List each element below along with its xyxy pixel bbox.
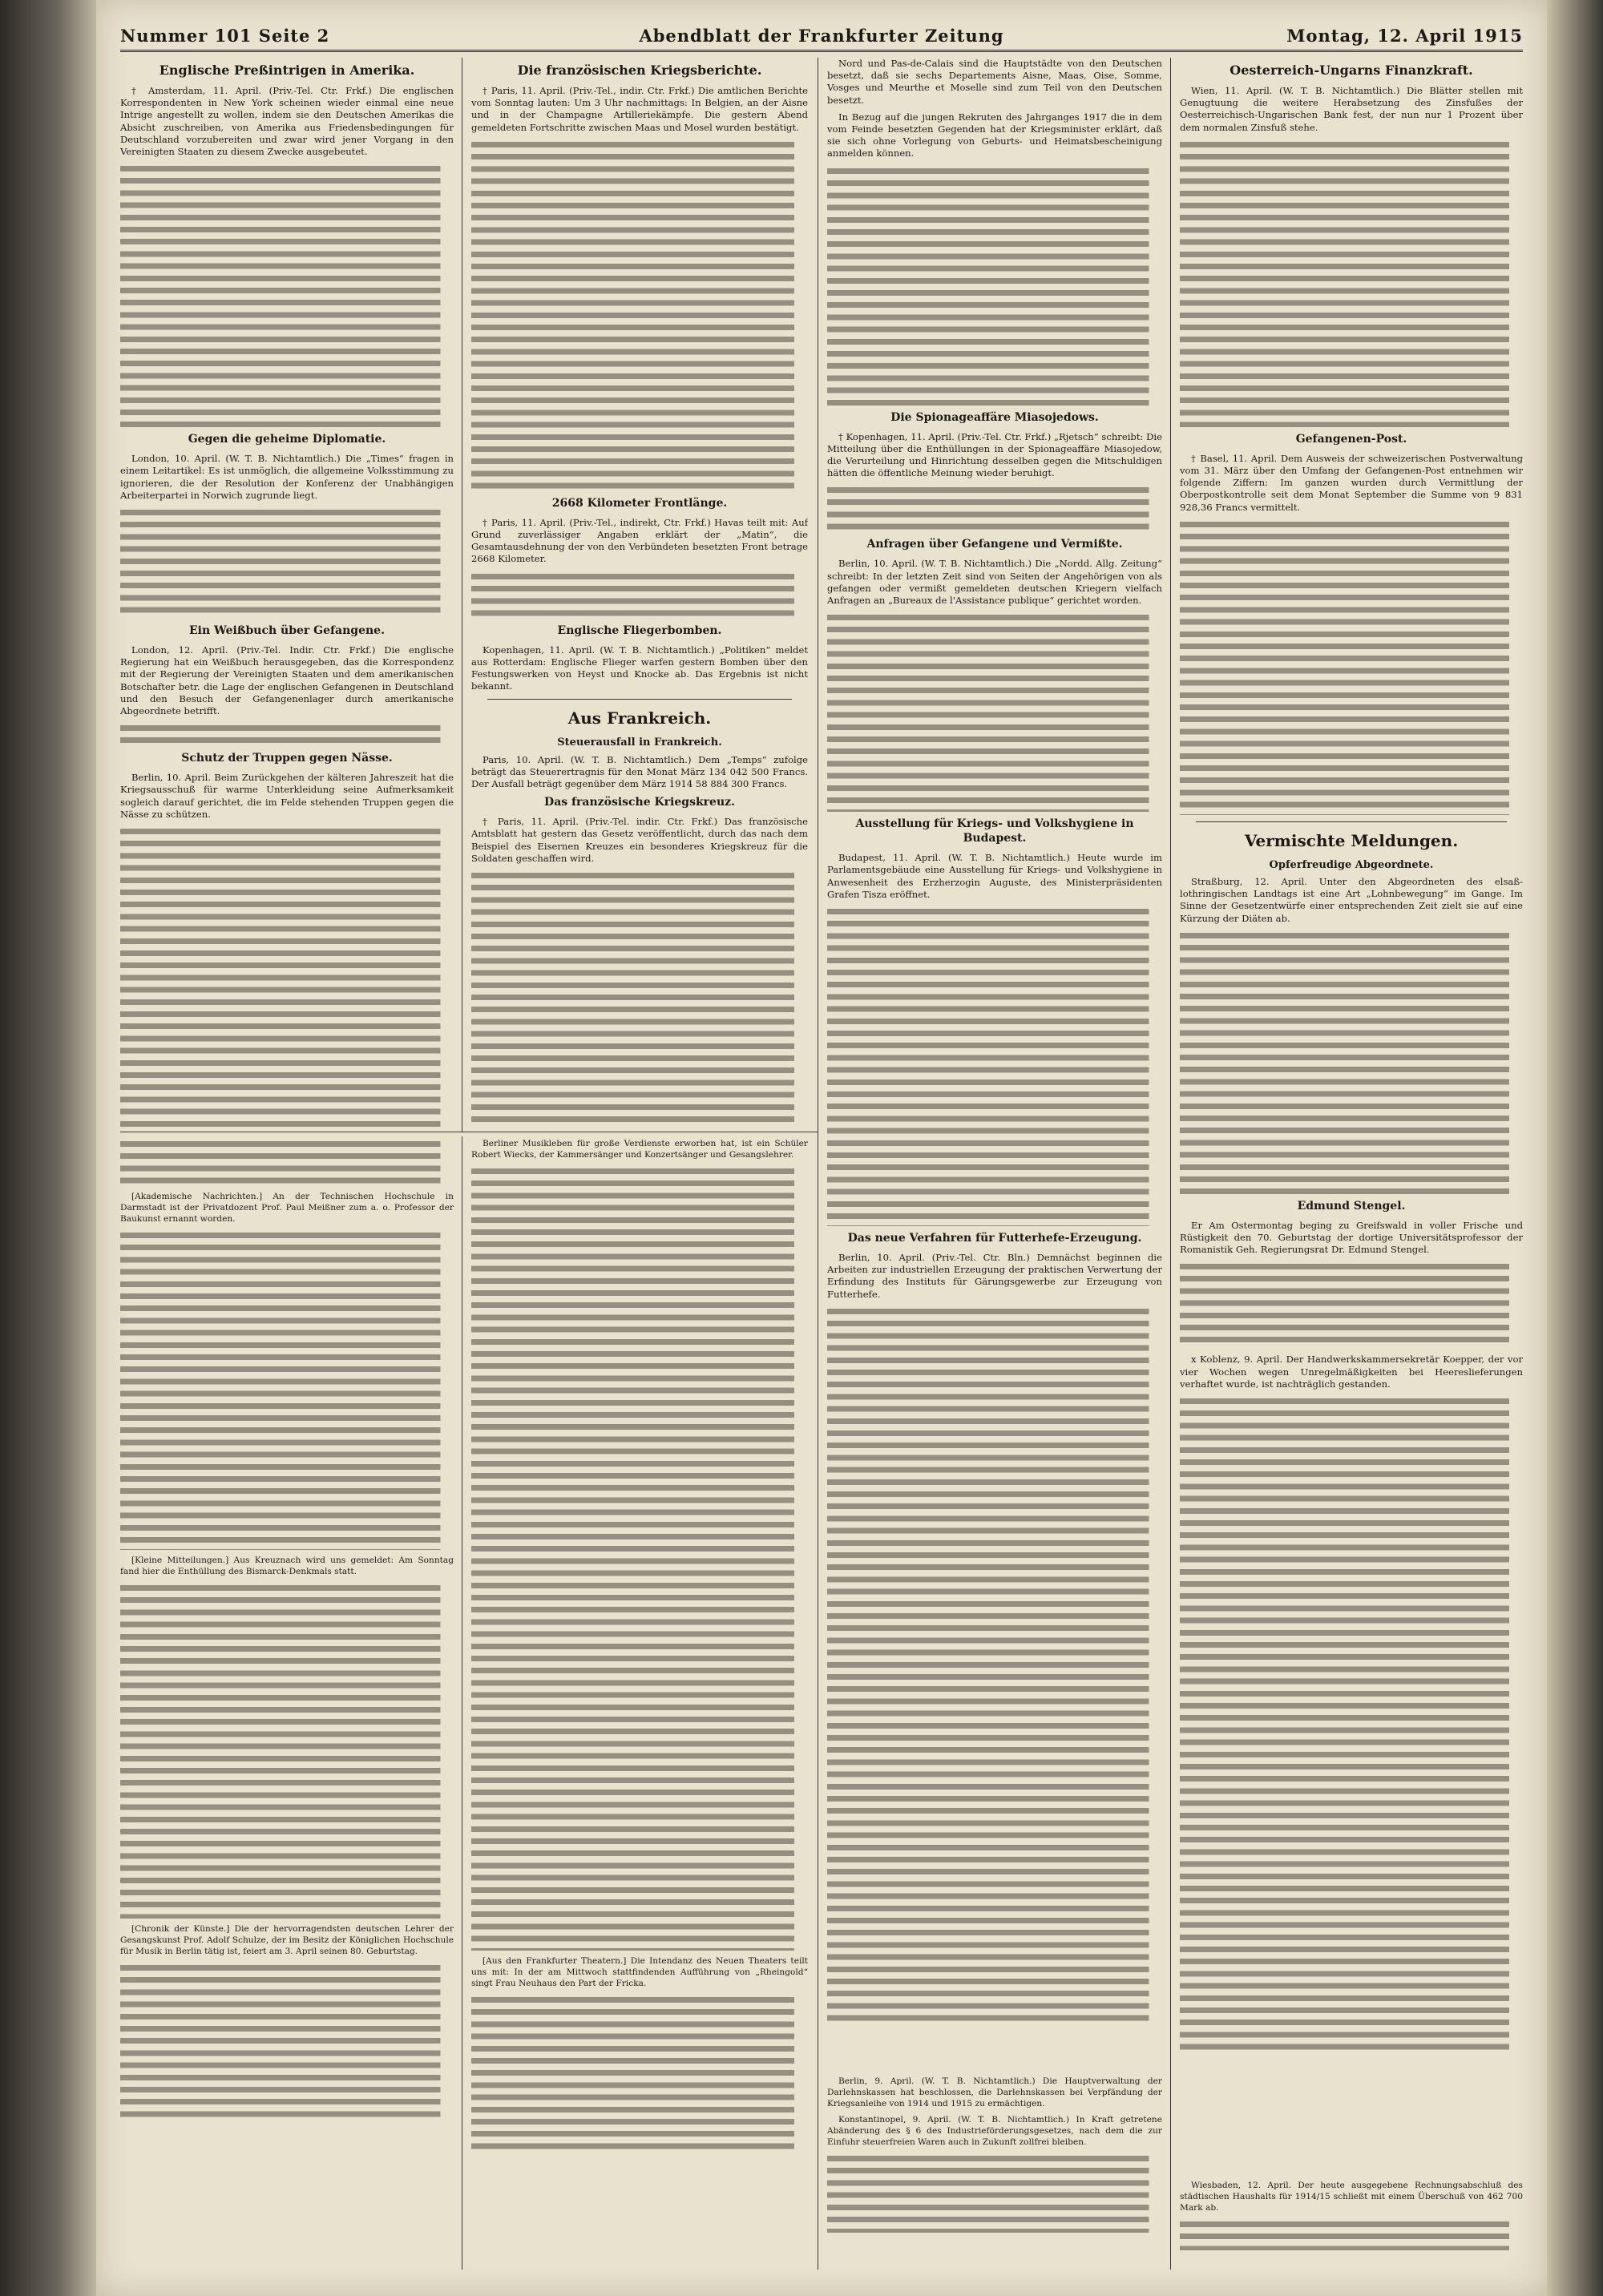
article-text: Er Am Ostermontag beging zu Greifswald in voller Frische und Rüstigkeit den 70. Geburtstag der dortige Universitätsprofessor der Romanistik Geh. Regierungsrat Dr. Edmund Stengel. — [1180, 1219, 1523, 1256]
feuilleton-text: Berliner Musikleben für große Verdienste erworben hat, ist ein Schüler Robert Wiecks, der Kammersänger und Konzertsänger und Gesangslehrer. — [471, 1139, 808, 1160]
text-block — [827, 2153, 1162, 2233]
text-block — [1180, 139, 1523, 427]
article-text: † Amsterdam, 11. April. (Priv.-Tel. Ctr. Frkf.) Die englischen Korrespondenten in New York scheinen wieder einmal eine neue Intrige angestellt zu wollen, indem sie den Deutschen Amerikas die Absicht zuschreiben, von Amerika aus Friedensbedingungen für Deutschland vorzubereiten und zwar wird jener Vorgang in den Vereinigten Staaten zu diesem Zwecke ausgebeutet. — [120, 85, 454, 158]
column-3 — [827, 58, 1162, 2266]
article-text: x Koblenz, 9. April. Der Handwerkskammersekretär Koepper, der vor vier Wochen wegen Unregelmäßigkeiten bei Heereslieferungen verhaftet wurde, ist nachträglich gestanden. — [1180, 1354, 1523, 1390]
newspaper-page — [96, 0, 1547, 2296]
page-number: Nummer 101 Seite 2 — [120, 26, 330, 46]
subheadline-tax-shortfall: Steuerausfall in Frankreich. — [557, 736, 722, 749]
headline-edmund-stengel: Edmund Stengel. — [1297, 1199, 1406, 1213]
headline-front-length: 2668 Kilometer Frontlänge. — [551, 496, 728, 510]
article-text: Berlin, 10. April. (Priv.-Tel. Ctr. Bln.) Demnächst beginnen die Arbeiten zur industriellen Erzeugung der praktischen Verwertung der Erfindung des Instituts für Gärungsgewerbe zur Erzeugung von Futterhefe. — [827, 1252, 1162, 1300]
headline-prisoner-inquiries: Anfragen über Gefangene und Vermißte. — [866, 538, 1123, 551]
book-binding — [0, 0, 96, 2296]
headline-troops-wet: Schutz der Truppen gegen Nässe. — [181, 752, 393, 765]
article-text: London, 12. April. (Priv.-Tel. Indir. Ctr. Frkf.) Die englische Regierung hat ein Weißbuch herausgegeben, das die Korrespondenz mit der Regierung der Vereinigten Staaten und dem amerikanischen Botschafter betr. die Lage der englischen Gefangenen in Deutschland und den Besuch der Gefangenenlager durch amerikanische Abgeordnete betrifft. — [120, 644, 454, 717]
text-block — [1180, 2218, 1523, 2250]
column-4 — [1180, 58, 1523, 2266]
divider — [487, 699, 792, 700]
article-text: Kopenhagen, 11. April. (W. T. B. Nichtamtlich.) „Politiken“ meldet aus Rotterdam: Englische Flieger warfen gestern Bomben über den Festungswerken von Heyst und Knocke ab. Das Ergebnis ist nicht bekannt. — [471, 644, 808, 692]
feuilleton-text: [Chronik der Künste.] Die der hervorragendsten deutschen Lehrer der Gesangskunst Prof. Adolf Schulze, der im Besitz der Königlichen Hochschule für Musik in Berlin tätig ist, feiert am 3. April seinen 80. Geburtstag. — [120, 1924, 454, 1956]
headline-war-cross: Das französische Kriegskreuz. — [544, 796, 735, 809]
column-1 — [120, 58, 454, 1128]
masthead — [120, 22, 1523, 52]
headline-austria-finance: Oesterreich-Ungarns Finanzkraft. — [1230, 63, 1473, 78]
headline-press-intrigues: Englische Preßintrigen in Amerika. — [159, 63, 415, 78]
headline-diplomacy: Gegen die geheime Diplomatie. — [188, 433, 386, 446]
headline-white-book: Ein Weißbuch über Gefangene. — [189, 624, 385, 638]
feuilleton-text: [Kleine Mitteilungen.] Aus Kreuznach wird uns gemeldet: Am Sonntag fand hier die Enthüllung des Bismarck-Denkmals statt. — [120, 1556, 454, 1576]
headline-prisoner-post: Gefangenen-Post. — [1295, 432, 1407, 446]
text-block — [1180, 930, 1523, 1194]
feuilleton-text: [Akademische Nachrichten.] An der Technischen Hochschule in Darmstadt ist der Privatdozent Prof. Paul Meißner zum a. o. Professor der Baukunst ernannt worden. — [120, 1192, 454, 1224]
headline-miscellaneous: Vermischte Meldungen. — [1244, 830, 1459, 850]
article-text: † Kopenhagen, 11. April. (Priv.-Tel. Ctr. Frkf.) „Rjetsch“ schreibt: Die Mitteilung über die Enthüllungen in der Spionageaffäre Miasojedow, die Verurteilung und Hinrichtung desselben gegen die Mitschuldigen hätten die öffentliche Meinung wieder beruhigt. — [827, 430, 1162, 479]
article-text: Paris, 10. April. (W. T. B. Nichtamtlich.) Dem „Temps“ zufolge beträgt das Steuerertragnis für den Monat März 134 042 500 Francs. Der Ausfall beträgt gegenüber dem März 1914 58 884 300 Francs. — [471, 753, 808, 790]
feuilleton-column-2 — [471, 1138, 808, 2268]
headline-spy-affair: Die Spionageaffäre Miasojedows. — [890, 410, 1099, 424]
text-block — [827, 484, 1162, 532]
text-block — [471, 1994, 808, 2154]
article-text: Straßburg, 12. April. Unter den Abgeordneten des elsaß-lothringischen Landtags ist eine Art „Lohnbewegung“ im Gange. Im Sinne der Gesetzentwürfe einer entsprechenden Zeit zielt sie auf eine Kürzung der Diäten ab. — [1180, 876, 1523, 924]
text-block — [1180, 519, 1523, 815]
article-text: Berlin, 10. April. Beim Zurückgehen der kälteren Jahreszeit hat die Kriegsausschuß für warme Unterkleidung seine Aufmerksamkeit sogleich darauf gerichtet, die im Felde stehenden Truppen gegen die Nässe zu schützen. — [120, 772, 454, 820]
text-block — [1180, 1261, 1523, 1349]
text-block — [120, 1229, 454, 1550]
text-block — [1180, 1395, 1523, 2052]
headline-yeast-feed: Das neue Verfahren für Futterhefe-Erzeugung. — [847, 1232, 1142, 1245]
column-3-bottom — [827, 2076, 1162, 2268]
text-block — [120, 163, 454, 427]
article-text: Berlin, 10. April. (W. T. B. Nichtamtlich.) Die „Nordd. Allg. Zeitung“ schreibt: In der letzten Zeit sind von Seiten der Angehörigen von als gefangen oder vermißt gemeldeten deutschen Kriegern vielfach Anfragen an „Bureaux de l'Assistance publique“ gerichtet worden. — [827, 558, 1162, 607]
text-block — [120, 722, 454, 746]
headline-hygiene-exhibition: Ausstellung für Kriegs- und Volkshygiene in Budapest. — [855, 817, 1134, 845]
text-block — [120, 1138, 454, 1186]
article-text: † Basel, 11. April. Dem Ausweis der schweizerischen Postverwaltung vom 31. März über den Umfang der Gefangenen-Post entnehmen wir folgende Ziffern: Im ganzen wurden durch Vermittlung der Oberpostkontrolle seit dem Monat September die Summe von 9 831 928,36 Francs vermittelt. — [1180, 452, 1523, 513]
text-block — [120, 1962, 454, 2122]
text-block — [827, 906, 1162, 1226]
headline-english-bombs: Englische Fliegerbomben. — [557, 623, 722, 637]
text-block — [471, 571, 808, 619]
column-2 — [471, 58, 808, 1128]
text-block — [120, 1582, 454, 1919]
column-rule — [1170, 58, 1171, 2270]
text-block — [471, 870, 808, 1126]
article-text: Berlin, 9. April. (W. T. B. Nichtamtlich.) Die Hauptverwaltung der Darlehnskassen hat beschlossen, die Darlehnskassen bei Verpfändung der Kriegsanleihe von 1914 und 1915 zu ermächtigen. — [827, 2076, 1162, 2108]
feuilleton-text: [Aus den Frankfurter Theatern.] Die Intendanz des Neuen Theaters teilt uns mit: In der am Mittwoch stattfindenden Aufführung von „Rheingold“ singt Frau Neuhaus den Part der Fricka. — [471, 1956, 808, 1988]
divider — [1196, 821, 1507, 822]
newspaper-title: Abendblatt der Frankfurter Zeitung — [639, 26, 1004, 46]
feuilleton-column-1 — [120, 1138, 454, 2268]
headline-from-france: Aus Frankreich. — [567, 708, 712, 728]
issue-date: Montag, 12. April 1915 — [1286, 26, 1523, 46]
article-text: Konstantinopel, 9. April. (W. T. B. Nichtamtlich.) In Kraft getretene Abänderung des § 6 des Industrieförderungsgesetzes, nach dem die zur Einfuhr steuerfreien Waren auch in Zukunft zollfrei bleiben. — [827, 2115, 1162, 2147]
headline-french-reports: Die französischen Kriegsberichte. — [517, 63, 762, 78]
page-edge — [1547, 0, 1603, 2296]
article-text: Wiesbaden, 12. April. Der heute ausgegebene Rechnungsabschluß des städtischen Haushalts für 1914/15 schließt mit einem Überschuß von 462 700 Mark ab. — [1180, 2181, 1523, 2213]
article-text: Budapest, 11. April. (W. T. B. Nichtamtlich.) Heute wurde im Parlamentsgebäude eine Ausstellung für Kriegs- und Volkshygiene in Anwesenheit des Erzherzogin Auguste, des Ministerpräsidenten Grafen Tisza eröffnet. — [827, 852, 1162, 900]
column-4-bottom — [1180, 2180, 1523, 2268]
text-block — [120, 506, 454, 619]
text-block — [120, 825, 454, 1128]
article-text: Wien, 11. April. (W. T. B. Nichtamtlich.) Die Blätter stellen mit Genugtuung die weitere Herabsetzung des Zinsfußes der Oesterreichisch-Ungarischen Bank fest, der nun nur 1 Prozent über dem normalen Zinsfuß stehe. — [1180, 85, 1523, 133]
article-text: London, 10. April. (W. T. B. Nichtamtlich.) Die „Times“ fragen in einem Leitartikel: Es ist unmöglich, die allgemeine Volksstimmung zu ignorieren, die der Resolution der Konferenz der Unabhängigen Arbeiterpartei in Norwich zugrunde liegt. — [120, 453, 454, 501]
text-block — [471, 1165, 808, 1951]
article-text: † Paris, 11. April. (Priv.-Tel., indir. Ctr. Frkf.) Die amtlichen Berichte vom Sonntag lauten: Um 3 Uhr nachmittags: In Belgien, an der Aisne und in der Champagne Artilleriekämpfe. Die gestern Abend gemeldeten Fortschritte zwischen Maas und Mosel wurden bestätigt. — [471, 85, 808, 133]
text-block — [827, 1305, 1162, 2027]
text-block — [827, 165, 1162, 406]
article-text: † Paris, 11. April. (Priv.-Tel. indir. Ctr. Frkf.) Das französische Amtsblatt hat gestern das Gesetz veröffentlicht, durch das nach dem Beispiel des Eisernen Kreuzes ein besonderes Kriegskreuz für die Soldaten geschaffen wird. — [471, 816, 808, 864]
text-block — [827, 611, 1162, 812]
text-block — [471, 139, 808, 491]
article-text: Nord und Pas-de-Calais sind die Hauptstädte von den Deutschen besetzt, daß sie sechs Departements Aisne, Maas, Oise, Somme, Vosges und Meurthe et Moselle sind zum Teil von den Deutschen besetzt. — [827, 58, 1162, 106]
article-text: † Paris, 11. April. (Priv.-Tel., indirekt, Ctr. Frkf.) Havas teilt mit: Auf Grund zuverlässiger Angaben erklärt der „Matin“, die Gesamtausdehnung der von den Verbündeten besetzten Front betrage 2668 Kilometer. — [471, 516, 808, 565]
subheadline-deputies: Opferfreudige Abgeordnete. — [1269, 858, 1434, 871]
article-text: In Bezug auf die jungen Rekruten des Jahrganges 1917 die in dem vom Feinde besetzten Gegenden hat der Kriegsminister erklärt, daß sie sich ohne Vorlegung von Geburts- und Heimatsbescheinigung anmelden können. — [827, 111, 1162, 159]
